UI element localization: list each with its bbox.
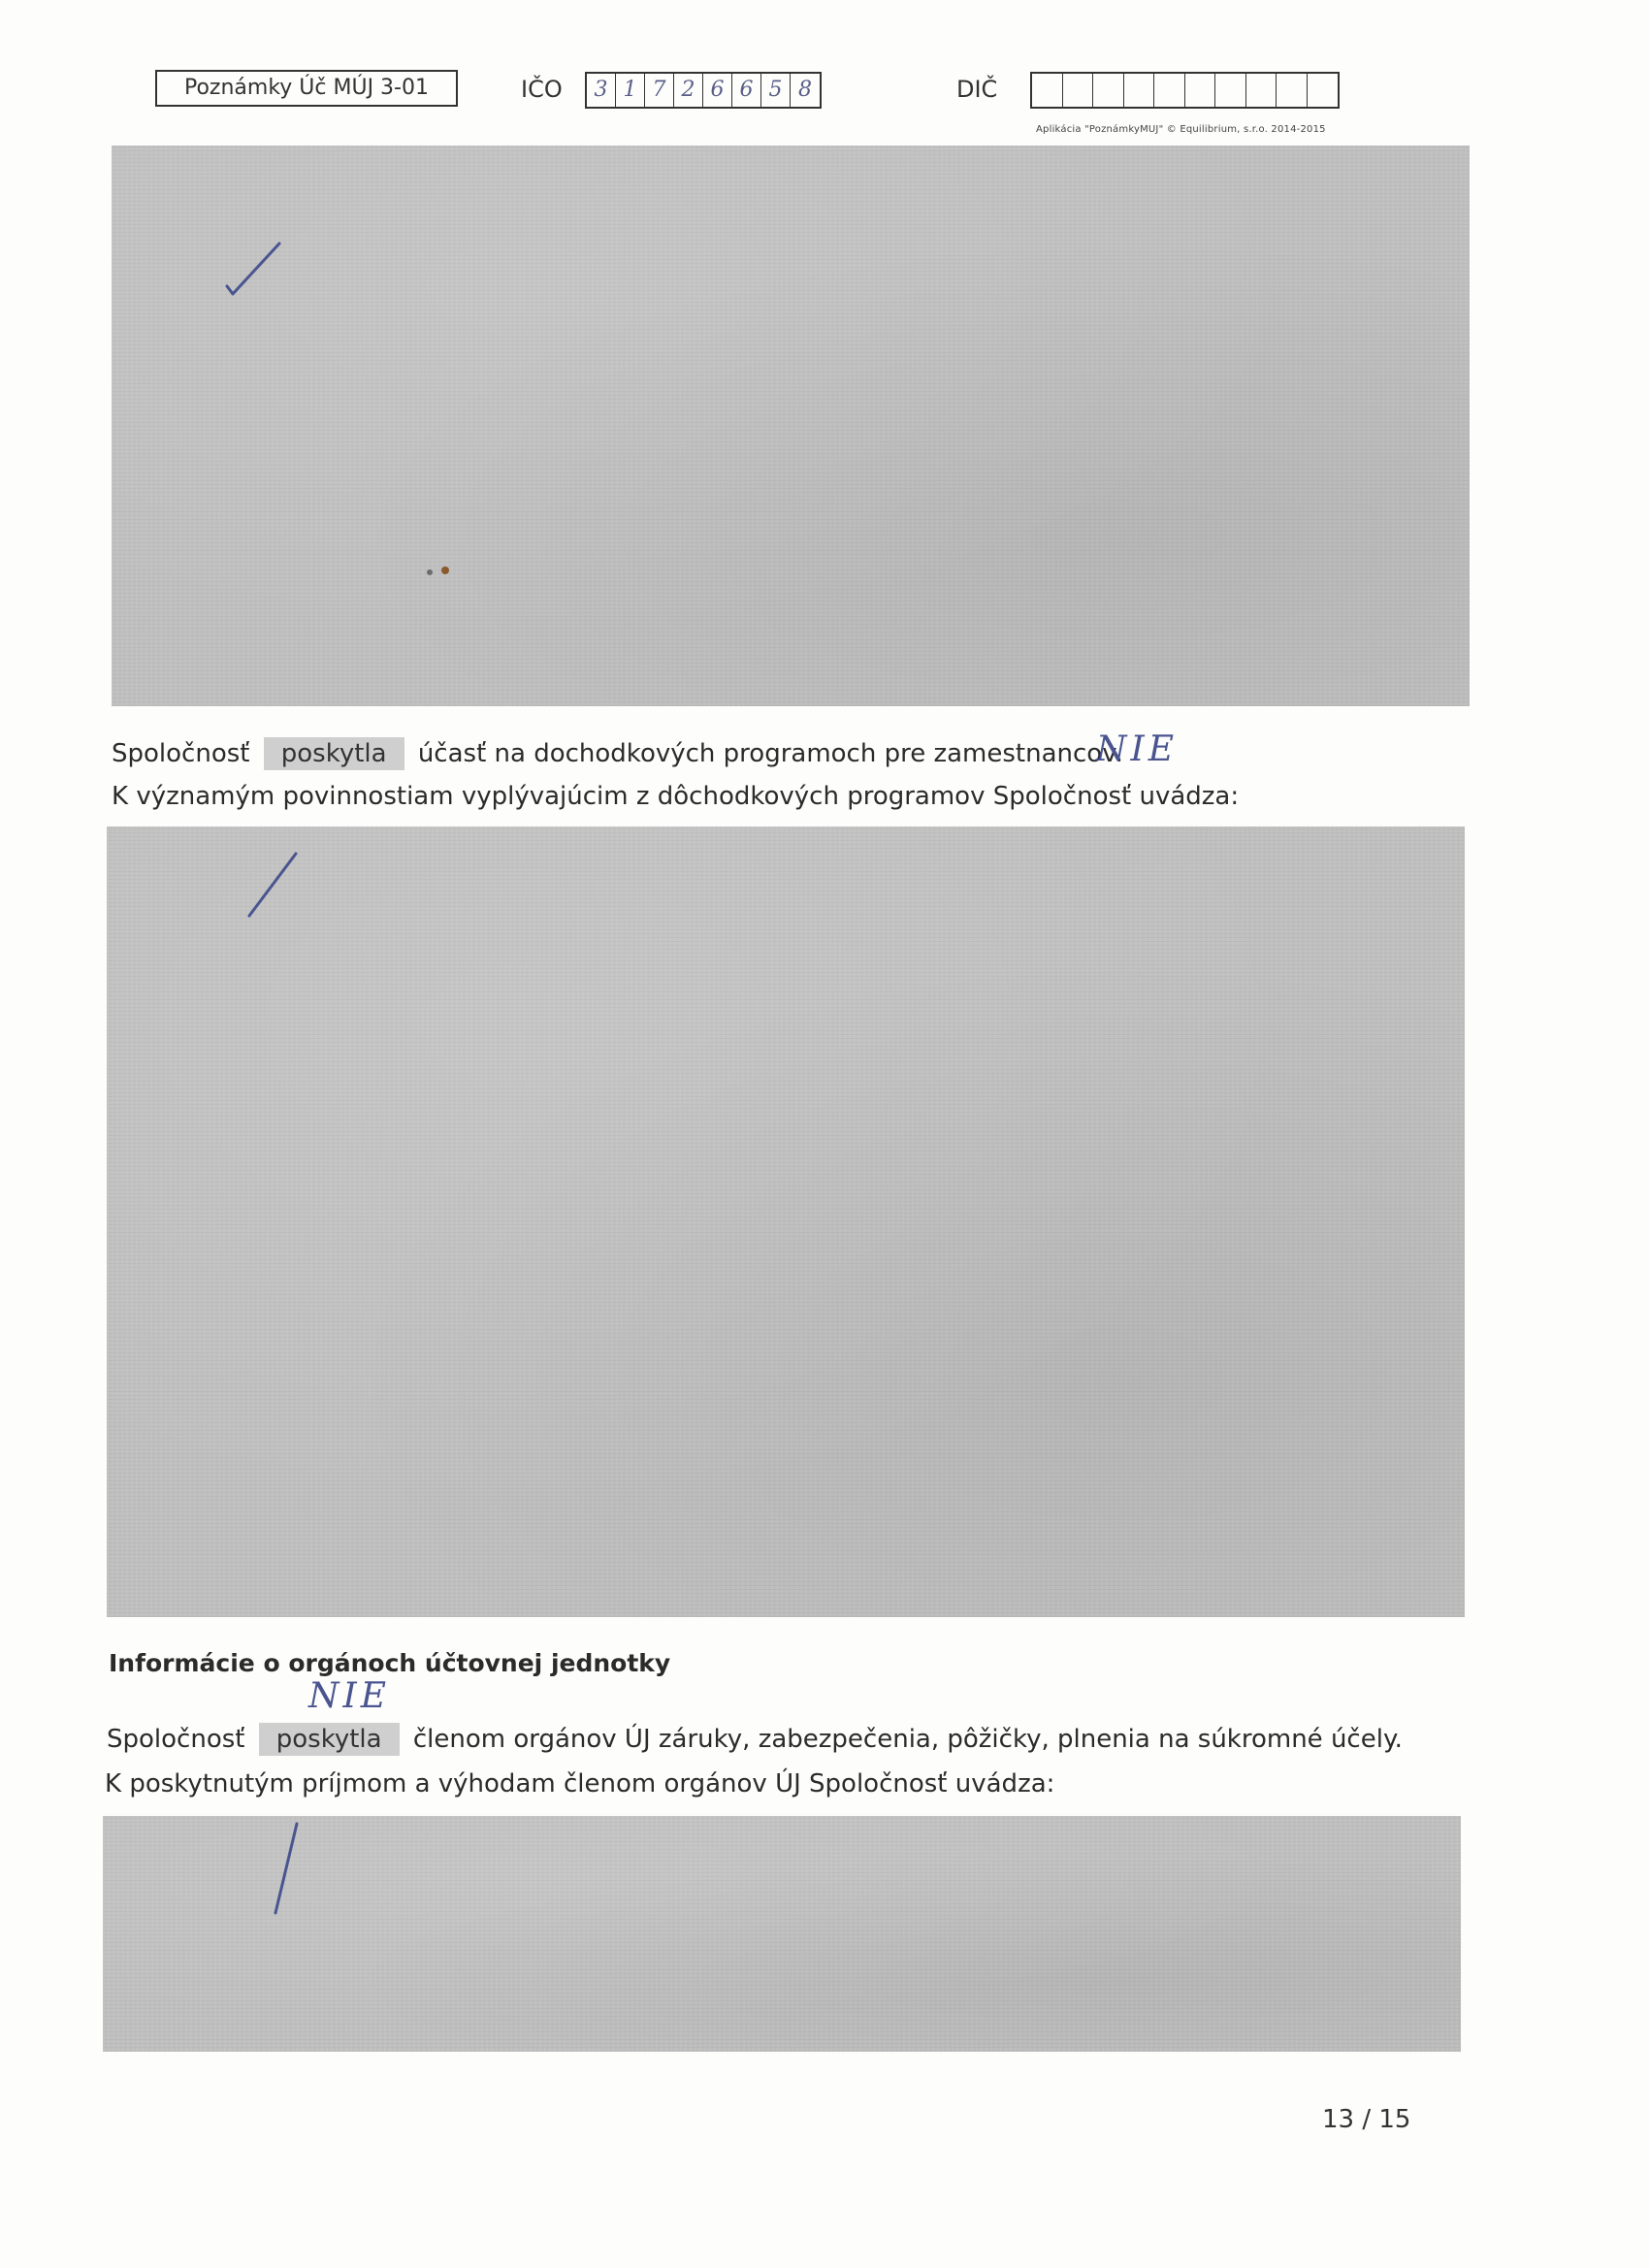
pension-prefix: Spoločnosť xyxy=(112,739,250,768)
handwritten-slash-mark xyxy=(213,238,310,315)
dic-digit xyxy=(1093,74,1124,107)
ico-digit: 6 xyxy=(732,74,761,107)
notes-text-area-3[interactable] xyxy=(103,1816,1461,2052)
app-credit: Aplikácia "PoznámkyMUJ" © Equilibrium, s.r.o. 2014-2015 xyxy=(1036,124,1326,135)
dic-digit xyxy=(1154,74,1185,107)
pension-obligations-intro: K významým povinnostiam vyplývajúcim z dôchodkových programov Spoločnosť uvádza: xyxy=(112,782,1240,811)
ico-label: IČO xyxy=(521,76,563,103)
bodies-handwritten-answer: NIE xyxy=(308,1676,390,1716)
form-code: Poznámky Úč MÚJ 3-01 xyxy=(183,76,429,100)
dic-digit xyxy=(1277,74,1308,107)
ico-digit: 3 xyxy=(587,74,616,107)
bodies-prefix: Spoločnosť xyxy=(107,1725,245,1754)
ico-digit: 7 xyxy=(645,74,674,107)
ico-digit: 6 xyxy=(703,74,732,107)
stain-dots xyxy=(422,563,461,582)
dic-label: DIČ xyxy=(956,76,998,103)
dic-digit xyxy=(1308,74,1339,107)
ico-digit: 8 xyxy=(798,78,812,102)
ico-digit: 2 xyxy=(674,74,703,107)
bodies-benefits-intro: K poskytnutým príjmom a výhodam členom orgánov ÚJ Spoločnosť uvádza: xyxy=(105,1769,1055,1798)
bodies-statement xyxy=(107,1723,1403,1756)
dic-digit xyxy=(1246,74,1277,107)
ico-field[interactable] xyxy=(585,72,822,109)
dic-digit xyxy=(1215,74,1246,107)
dic-digit xyxy=(1124,74,1155,107)
dic-digit xyxy=(1185,74,1216,107)
notes-text-area-1[interactable] xyxy=(112,146,1470,706)
handwritten-slash-mark xyxy=(258,1816,316,1923)
pension-handwritten-answer: NIE xyxy=(1096,729,1178,769)
bodies-option-select[interactable]: poskytla xyxy=(259,1723,400,1756)
pension-option-select[interactable]: poskytla xyxy=(264,737,404,770)
page-number: 13 / 15 xyxy=(1322,2105,1411,2134)
section-heading: Informácie o orgánoch účtovnej jednotky xyxy=(109,1649,671,1677)
pension-statement xyxy=(112,737,1123,770)
form-code-box xyxy=(155,70,458,107)
handwritten-slash-mark xyxy=(228,846,325,933)
ico-digit: 1 xyxy=(616,74,645,107)
ico-digit: 5 xyxy=(761,74,791,107)
dic-digit xyxy=(1063,74,1094,107)
bodies-suffix: členom orgánov ÚJ záruky, zabezpečenia, pôžičky, plnenia na súkromné účely. xyxy=(412,1725,1403,1754)
dic-digit xyxy=(1032,74,1063,107)
notes-text-area-2[interactable] xyxy=(107,826,1465,1617)
dic-field[interactable] xyxy=(1030,72,1340,109)
pension-suffix: účasť na dochodkových programoch pre zamestnancov. xyxy=(417,739,1123,768)
